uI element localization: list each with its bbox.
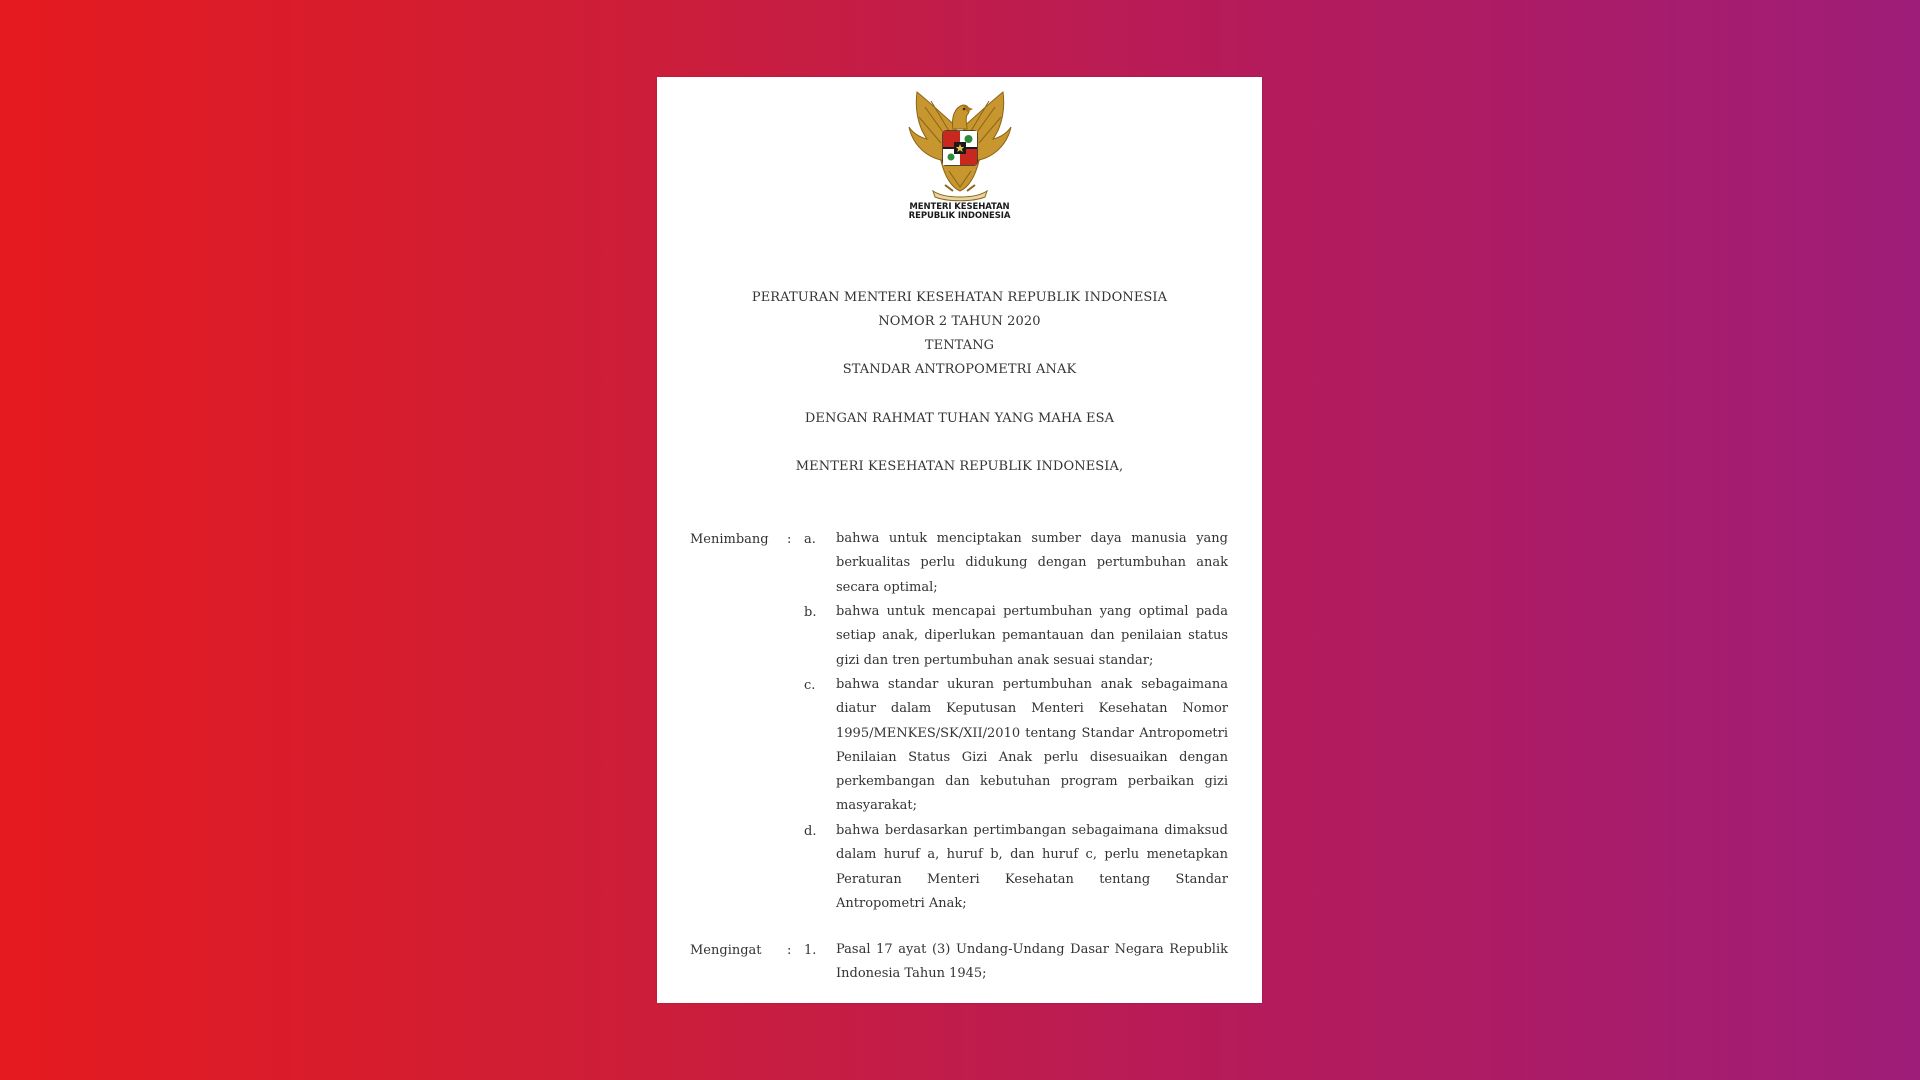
signatory-line: MENTERI KESEHATAN REPUBLIK INDONESIA, (795, 459, 1124, 474)
invocation-line: DENGAN RAHMAT TUHAN YANG MAHA ESA (804, 411, 1115, 426)
menimbang-label: Menimbang (690, 532, 769, 547)
menimbang-item-a: bahwa untuk menciptakan sumber daya manusia yang berkualitas perlu didukung dengan pertumbuhan anak secara optimal; (836, 531, 1228, 595)
mengingat-label: Mengingat (690, 943, 762, 958)
mengingat-item-1: Pasal 17 ayat (3) Undang-Undang Dasar Negara Republik Indonesia Tahun 1945; (836, 942, 1228, 982)
menimbang-marker-b: b. (804, 605, 817, 620)
emblem-block (657, 87, 1262, 221)
menimbang-item-d: bahwa berdasarkan pertimbangan sebagaimana dimaksud dalam huruf a, huruf b, dan huruf c, perlu menetapkan Peraturan Menteri Kesehatan tentang Standar Antropometri Anak; (836, 823, 1228, 911)
emblem-caption (909, 203, 1011, 221)
menimbang-marker-c: c. (804, 678, 816, 693)
garuda-pancasila-emblem-icon (905, 87, 1015, 202)
menimbang-marker-d: d. (804, 824, 817, 839)
menimbang-item-b: bahwa untuk mencapai pertumbuhan yang optimal pada setiap anak, diperlukan pemantauan dan penilaian status gizi dan tren pertumbuhan anak sesuai standar; (836, 604, 1228, 668)
regulation-title: PERATURAN MENTERI KESEHATAN REPUBLIK INDONESIA (751, 290, 1168, 305)
regulation-subject: STANDAR ANTROPOMETRI ANAK (842, 362, 1077, 377)
emblem-caption-line1: MENTERI KESEHATAN (909, 202, 1010, 212)
menimbang-marker-a: a. (804, 532, 816, 547)
regulation-number: NOMOR 2 TAHUN 2020 (878, 314, 1041, 329)
menimbang-item-c: bahwa standar ukuran pertumbuhan anak sebagaimana diatur dalam Keputusan Menteri Kesehatan Nomor 1995/MENKES/SK/XII/2010 tentang Standar Antropometri Penilaian Status Gizi Anak perlu disesuaikan dengan perkembangan dan kebutuhan program perbaikan gizi masyarakat; (836, 677, 1228, 814)
mengingat-colon: : (787, 943, 792, 958)
emblem-caption-line2: REPUBLIK INDONESIA (908, 211, 1011, 221)
mengingat-marker-1: 1. (804, 943, 817, 958)
document-page (657, 77, 1262, 1003)
menimbang-colon: : (787, 532, 792, 547)
regulation-tentang: TENTANG (924, 338, 995, 353)
